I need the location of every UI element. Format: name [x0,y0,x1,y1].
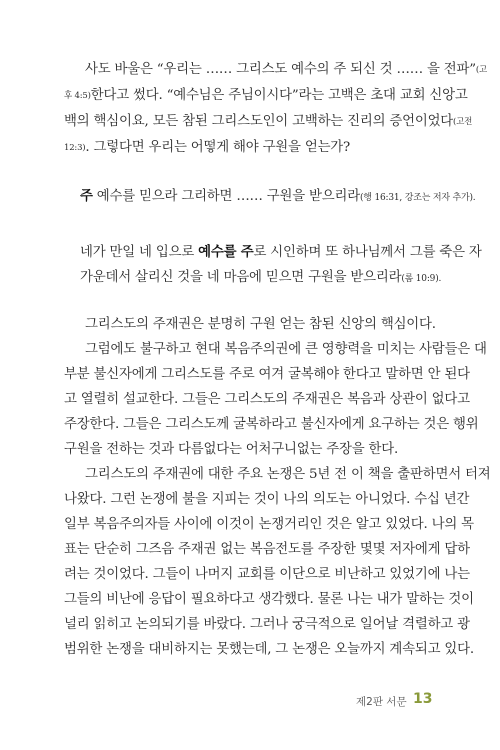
paragraph-line: 그럼에도 불구하고 현대 복음주의권에 큰 영향력을 미치는 사람들은 대 [85,342,487,357]
block-quote [80,269,454,288]
paragraph-line: 구원을 전하는 것과 다름없다는 어처구니없는 주장을 한다. [64,442,399,457]
text-span: 한다고 썼다. “예수님은 주님이시다”라는 고백은 초대 교회 신앙고 [90,88,468,103]
paragraph-line: 널리 읽히고 논의되기를 바랐다. 그러나 궁극적으로 일어날 격렬하고 광 [64,617,470,632]
paragraph-line: 부분 불신자에게 그리스도를 주로 여겨 굴복해야 한다고 말하면 안 된다 [64,367,470,382]
running-footer-title: 제2판 서문 [356,696,407,708]
quote-reference: (행 16:31, 강조는 저자 추가). [359,193,476,203]
paragraph-line [64,113,473,132]
emphasis-text: 예수를 주 [198,244,254,260]
text-span: . 그렇다면 우리는 어떻게 해야 구원을 얻는가? [85,140,351,155]
paragraph-line: 일부 복음주의자들 사이에 이것이 논쟁거리인 것은 알고 있었다. 나의 목 [64,517,474,532]
citation: (고 [475,65,487,75]
paragraph-line: 그리스도의 주재권은 분명히 구원 얻는 참된 신앙의 핵심이다. [85,317,436,332]
page-number: 13 [413,691,433,707]
paragraph-line: 표는 단순히 그즈음 주재권 없는 복음전도를 주장한 몇몇 저자에게 답하 [64,542,470,557]
citation: (고전 [453,117,473,127]
block-quote [80,243,482,262]
paragraph-line: 주장한다. 그들은 그리스도께 굴복하라고 불신자에게 요구하는 것은 행위 [64,417,479,432]
quote-reference: (롬 10:9). [401,274,442,284]
paragraph-line: 그리스도의 주재권에 대한 주요 논쟁은 5년 전 이 책을 출판하면서 터져 [85,467,491,482]
quote-text: 로 시인하며 또 하나님께서 그를 죽은 자 [253,245,482,260]
emphasis-text: 주 [80,188,93,204]
text-span: 백의 핵심이요, 모든 참된 그리스도인이 고백하는 진리의 증언이었다 [64,114,454,129]
citation: 12:3) [64,143,86,153]
paragraph-line [64,87,468,106]
block-quote [80,187,476,207]
citation: 후 4:5) [64,91,91,101]
quote-text: 네가 만일 네 입으로 [80,245,199,260]
paragraph-line: 고 열렬히 설교한다. 그들은 그리스도의 주재권은 복음과 상관이 없다고 [64,392,470,407]
paragraph-line: 범위한 논쟁을 대비하지는 못했는데, 그 논쟁은 오늘까지 계속되고 있다. [64,642,474,657]
paragraph-line [64,139,438,158]
text-span: 사도 바울은 “우리는 …… 그리스도 예수의 주 되신 것 …… 을 전파” [85,62,476,77]
paragraph-line: 그들의 비난에 응답이 필요하다고 생각했다. 물론 나는 내가 말하는 것이 [64,592,474,607]
quote-text: 예수를 믿으라 그리하면 …… 구원을 받으리라 [92,189,360,204]
quote-text: 가운데서 살리신 것을 네 마음에 믿으면 구원을 받으리라 [80,270,402,285]
paragraph-line: 나왔다. 그런 논쟁에 불을 지피는 것이 나의 의도는 아니었다. 수십 년간 [64,492,470,507]
paragraph-line: 려는 것이었다. 그들이 나머지 교회를 이단으로 비난하고 있었기에 나는 [64,567,470,582]
paragraph-line [85,61,487,80]
